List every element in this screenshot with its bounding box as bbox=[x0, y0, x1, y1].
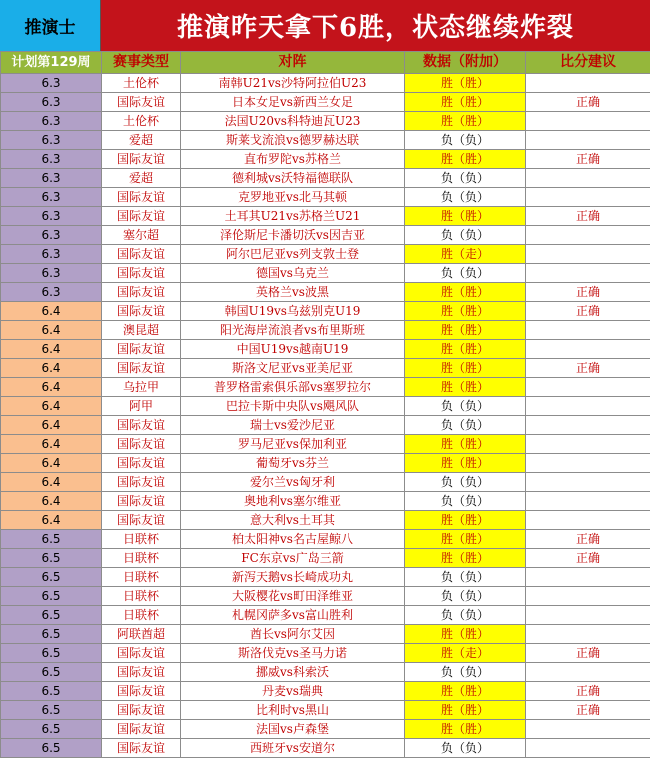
row-advice bbox=[526, 321, 650, 340]
row-date: 6.5 bbox=[1, 663, 102, 682]
row-match: 日本女足vs新西兰女足 bbox=[181, 93, 405, 112]
row-result: 胜（胜） bbox=[405, 112, 526, 131]
row-advice bbox=[526, 454, 650, 473]
row-advice bbox=[526, 340, 650, 359]
row-advice bbox=[526, 587, 650, 606]
row-date: 6.4 bbox=[1, 340, 102, 359]
row-advice bbox=[526, 492, 650, 511]
row-advice: 正确 bbox=[526, 283, 650, 302]
row-advice bbox=[526, 397, 650, 416]
row-type: 国际友谊 bbox=[102, 454, 181, 473]
row-date: 6.4 bbox=[1, 378, 102, 397]
row-type: 阿联酋超 bbox=[102, 625, 181, 644]
row-match: 中国U19vs越南U19 bbox=[181, 340, 405, 359]
table-header bbox=[1, 52, 650, 74]
row-advice bbox=[526, 663, 650, 682]
row-advice bbox=[526, 245, 650, 264]
row-result: 负（负） bbox=[405, 188, 526, 207]
row-match: 阳光海岸流浪者vs布里斯班 bbox=[181, 321, 405, 340]
row-date: 6.3 bbox=[1, 283, 102, 302]
row-result: 胜（胜） bbox=[405, 340, 526, 359]
row-advice bbox=[526, 74, 650, 93]
row-date: 6.4 bbox=[1, 492, 102, 511]
table-row bbox=[1, 549, 650, 568]
row-type: 爱超 bbox=[102, 169, 181, 188]
table-row bbox=[1, 245, 650, 264]
row-advice: 正确 bbox=[526, 93, 650, 112]
row-date: 6.4 bbox=[1, 302, 102, 321]
row-match: 法国U20vs科特迪瓦U23 bbox=[181, 112, 405, 131]
row-advice bbox=[526, 131, 650, 150]
row-date: 6.3 bbox=[1, 188, 102, 207]
row-result: 负（负） bbox=[405, 568, 526, 587]
row-type: 国际友谊 bbox=[102, 93, 181, 112]
row-date: 6.5 bbox=[1, 739, 102, 758]
row-match: 英格兰vs波黑 bbox=[181, 283, 405, 302]
table-row bbox=[1, 416, 650, 435]
row-result: 胜（胜） bbox=[405, 302, 526, 321]
table-row bbox=[1, 131, 650, 150]
row-advice bbox=[526, 511, 650, 530]
row-type: 国际友谊 bbox=[102, 701, 181, 720]
row-result: 负（负） bbox=[405, 416, 526, 435]
table-row bbox=[1, 739, 650, 758]
row-type: 国际友谊 bbox=[102, 682, 181, 701]
row-date: 6.4 bbox=[1, 473, 102, 492]
row-type: 国际友谊 bbox=[102, 511, 181, 530]
row-result: 胜（胜） bbox=[405, 378, 526, 397]
row-result: 胜（胜） bbox=[405, 454, 526, 473]
row-result: 胜（胜） bbox=[405, 321, 526, 340]
row-advice: 正确 bbox=[526, 359, 650, 378]
table-row bbox=[1, 302, 650, 321]
row-result: 负（负） bbox=[405, 226, 526, 245]
table-row bbox=[1, 682, 650, 701]
row-result: 负（负） bbox=[405, 397, 526, 416]
row-date: 6.4 bbox=[1, 321, 102, 340]
row-match: 瑞士vs爱沙尼亚 bbox=[181, 416, 405, 435]
row-type: 国际友谊 bbox=[102, 340, 181, 359]
col-header-type: 赛事类型 bbox=[102, 52, 181, 74]
row-advice bbox=[526, 568, 650, 587]
row-match: 阿尔巴尼亚vs列支敦士登 bbox=[181, 245, 405, 264]
row-date: 6.3 bbox=[1, 112, 102, 131]
row-date: 6.3 bbox=[1, 226, 102, 245]
row-type: 土伦杯 bbox=[102, 74, 181, 93]
row-date: 6.3 bbox=[1, 131, 102, 150]
row-result: 负（负） bbox=[405, 739, 526, 758]
row-type: 国际友谊 bbox=[102, 283, 181, 302]
brand-label: 推演士 bbox=[0, 0, 101, 51]
row-advice bbox=[526, 378, 650, 397]
row-advice: 正确 bbox=[526, 549, 650, 568]
row-match: 南韩U21vs沙特阿拉伯U23 bbox=[181, 74, 405, 93]
row-date: 6.3 bbox=[1, 93, 102, 112]
row-advice: 正确 bbox=[526, 207, 650, 226]
row-date: 6.5 bbox=[1, 644, 102, 663]
table-row bbox=[1, 530, 650, 549]
row-date: 6.4 bbox=[1, 397, 102, 416]
table-row bbox=[1, 283, 650, 302]
row-result: 胜（胜） bbox=[405, 150, 526, 169]
row-match: 土耳其U21vs苏格兰U21 bbox=[181, 207, 405, 226]
row-type: 土伦杯 bbox=[102, 112, 181, 131]
row-date: 6.4 bbox=[1, 454, 102, 473]
table-row bbox=[1, 378, 650, 397]
row-advice bbox=[526, 720, 650, 739]
row-type: 国际友谊 bbox=[102, 720, 181, 739]
row-match: FC东京vs广岛三箭 bbox=[181, 549, 405, 568]
table-row bbox=[1, 340, 650, 359]
table-body bbox=[1, 74, 650, 758]
row-match: 泽伦斯尼卡潘切沃vs因吉亚 bbox=[181, 226, 405, 245]
table-row bbox=[1, 321, 650, 340]
row-advice bbox=[526, 625, 650, 644]
row-result: 胜（胜） bbox=[405, 359, 526, 378]
row-type: 国际友谊 bbox=[102, 739, 181, 758]
row-match: 韩国U19vs乌兹别克U19 bbox=[181, 302, 405, 321]
row-advice bbox=[526, 264, 650, 283]
row-type: 日联杯 bbox=[102, 568, 181, 587]
row-result: 胜（胜） bbox=[405, 720, 526, 739]
row-advice bbox=[526, 226, 650, 245]
table-row bbox=[1, 511, 650, 530]
row-type: 国际友谊 bbox=[102, 644, 181, 663]
row-type: 澳昆超 bbox=[102, 321, 181, 340]
table-row bbox=[1, 207, 650, 226]
row-match: 比利时vs黑山 bbox=[181, 701, 405, 720]
row-date: 6.5 bbox=[1, 625, 102, 644]
row-match: 罗马尼亚vs保加利亚 bbox=[181, 435, 405, 454]
row-date: 6.5 bbox=[1, 720, 102, 739]
row-result: 胜（胜） bbox=[405, 511, 526, 530]
table-row bbox=[1, 112, 650, 131]
table-row bbox=[1, 454, 650, 473]
row-type: 国际友谊 bbox=[102, 245, 181, 264]
table-row bbox=[1, 169, 650, 188]
row-match: 爱尔兰vs匈牙利 bbox=[181, 473, 405, 492]
table-row bbox=[1, 720, 650, 739]
row-result: 胜（胜） bbox=[405, 93, 526, 112]
row-result: 胜（胜） bbox=[405, 207, 526, 226]
row-match: 斯洛伐克vs圣马力诺 bbox=[181, 644, 405, 663]
row-result: 负（负） bbox=[405, 169, 526, 188]
row-date: 6.3 bbox=[1, 264, 102, 283]
row-type: 国际友谊 bbox=[102, 359, 181, 378]
row-match: 挪威vs科索沃 bbox=[181, 663, 405, 682]
row-result: 负（负） bbox=[405, 587, 526, 606]
row-type: 日联杯 bbox=[102, 530, 181, 549]
table-row bbox=[1, 625, 650, 644]
row-result: 负（负） bbox=[405, 606, 526, 625]
row-result: 胜（胜） bbox=[405, 283, 526, 302]
row-advice bbox=[526, 473, 650, 492]
row-result: 负（负） bbox=[405, 492, 526, 511]
row-result: 胜（胜） bbox=[405, 435, 526, 454]
row-advice: 正确 bbox=[526, 302, 650, 321]
row-type: 国际友谊 bbox=[102, 435, 181, 454]
row-date: 6.4 bbox=[1, 359, 102, 378]
row-type: 日联杯 bbox=[102, 587, 181, 606]
col-header-match: 对阵 bbox=[181, 52, 405, 74]
row-advice bbox=[526, 188, 650, 207]
row-date: 6.5 bbox=[1, 587, 102, 606]
row-result: 胜（胜） bbox=[405, 625, 526, 644]
row-match: 斯莱戈流浪vs德罗赫达联 bbox=[181, 131, 405, 150]
row-result: 胜（胜） bbox=[405, 549, 526, 568]
row-result: 胜（胜） bbox=[405, 701, 526, 720]
row-match: 丹麦vs瑞典 bbox=[181, 682, 405, 701]
row-result: 负（负） bbox=[405, 473, 526, 492]
row-advice: 正确 bbox=[526, 150, 650, 169]
row-match: 柏太阳神vs名古屋鲸八 bbox=[181, 530, 405, 549]
table-row bbox=[1, 397, 650, 416]
row-type: 日联杯 bbox=[102, 549, 181, 568]
row-date: 6.5 bbox=[1, 682, 102, 701]
row-type: 国际友谊 bbox=[102, 264, 181, 283]
row-match: 新泻天鹅vs长崎成功丸 bbox=[181, 568, 405, 587]
row-match: 克罗地亚vs北马其顿 bbox=[181, 188, 405, 207]
table-row bbox=[1, 587, 650, 606]
table-row bbox=[1, 492, 650, 511]
row-match: 法国vs卢森堡 bbox=[181, 720, 405, 739]
col-header-advice: 比分建议 bbox=[526, 52, 650, 74]
row-advice bbox=[526, 169, 650, 188]
col-header-data: 数据（附加） bbox=[405, 52, 526, 74]
row-match: 葡萄牙vs芬兰 bbox=[181, 454, 405, 473]
table-row bbox=[1, 74, 650, 93]
row-type: 乌拉甲 bbox=[102, 378, 181, 397]
row-match: 意大利vs土耳其 bbox=[181, 511, 405, 530]
row-result: 胜（走） bbox=[405, 644, 526, 663]
row-advice bbox=[526, 606, 650, 625]
row-type: 国际友谊 bbox=[102, 302, 181, 321]
table-row bbox=[1, 568, 650, 587]
row-match: 德国vs乌克兰 bbox=[181, 264, 405, 283]
row-type: 阿甲 bbox=[102, 397, 181, 416]
row-date: 6.3 bbox=[1, 207, 102, 226]
table-row bbox=[1, 644, 650, 663]
row-match: 札幌冈萨多vs富山胜利 bbox=[181, 606, 405, 625]
row-type: 国际友谊 bbox=[102, 188, 181, 207]
row-advice: 正确 bbox=[526, 644, 650, 663]
row-match: 斯洛文尼亚vs亚美尼亚 bbox=[181, 359, 405, 378]
table-row bbox=[1, 150, 650, 169]
headline-banner: 推演昨天拿下6胜，状态继续炸裂 bbox=[101, 0, 650, 51]
row-date: 6.4 bbox=[1, 435, 102, 454]
row-advice bbox=[526, 416, 650, 435]
row-date: 6.3 bbox=[1, 74, 102, 93]
row-date: 6.3 bbox=[1, 245, 102, 264]
results-table bbox=[0, 51, 650, 758]
table-row bbox=[1, 663, 650, 682]
table-row bbox=[1, 435, 650, 454]
row-result: 胜（胜） bbox=[405, 74, 526, 93]
row-result: 胜（胜） bbox=[405, 530, 526, 549]
row-result: 负（负） bbox=[405, 131, 526, 150]
row-match: 巴拉卡斯中央队vs飓风队 bbox=[181, 397, 405, 416]
table-row bbox=[1, 264, 650, 283]
row-advice bbox=[526, 435, 650, 454]
row-date: 6.5 bbox=[1, 568, 102, 587]
table-row bbox=[1, 359, 650, 378]
row-advice: 正确 bbox=[526, 530, 650, 549]
row-date: 6.4 bbox=[1, 511, 102, 530]
row-type: 国际友谊 bbox=[102, 150, 181, 169]
row-date: 6.3 bbox=[1, 150, 102, 169]
row-result: 负（负） bbox=[405, 264, 526, 283]
row-type: 塞尔超 bbox=[102, 226, 181, 245]
row-result: 胜（胜） bbox=[405, 682, 526, 701]
row-match: 普罗格雷索俱乐部vs塞罗拉尔 bbox=[181, 378, 405, 397]
table-row bbox=[1, 606, 650, 625]
row-date: 6.5 bbox=[1, 549, 102, 568]
row-advice bbox=[526, 112, 650, 131]
table-row bbox=[1, 188, 650, 207]
row-type: 国际友谊 bbox=[102, 663, 181, 682]
row-type: 国际友谊 bbox=[102, 492, 181, 511]
row-match: 酋长vs阿尔艾因 bbox=[181, 625, 405, 644]
row-match: 直布罗陀vs苏格兰 bbox=[181, 150, 405, 169]
table-row bbox=[1, 93, 650, 112]
row-advice: 正确 bbox=[526, 682, 650, 701]
row-date: 6.5 bbox=[1, 701, 102, 720]
row-advice bbox=[526, 739, 650, 758]
row-type: 爱超 bbox=[102, 131, 181, 150]
row-type: 国际友谊 bbox=[102, 473, 181, 492]
table-row bbox=[1, 226, 650, 245]
row-date: 6.5 bbox=[1, 530, 102, 549]
col-header-plan: 计划第129周 bbox=[1, 52, 102, 74]
row-match: 德利城vs沃特福德联队 bbox=[181, 169, 405, 188]
row-date: 6.5 bbox=[1, 606, 102, 625]
row-result: 负（负） bbox=[405, 663, 526, 682]
row-advice: 正确 bbox=[526, 701, 650, 720]
table-row bbox=[1, 473, 650, 492]
row-date: 6.4 bbox=[1, 416, 102, 435]
row-date: 6.3 bbox=[1, 169, 102, 188]
table-row bbox=[1, 701, 650, 720]
row-type: 国际友谊 bbox=[102, 207, 181, 226]
row-type: 国际友谊 bbox=[102, 416, 181, 435]
row-match: 奥地利vs塞尔维亚 bbox=[181, 492, 405, 511]
row-type: 日联杯 bbox=[102, 606, 181, 625]
header-row bbox=[0, 0, 650, 51]
row-result: 胜（走） bbox=[405, 245, 526, 264]
row-match: 大阪樱花vs町田泽维亚 bbox=[181, 587, 405, 606]
row-match: 西班牙vs安道尔 bbox=[181, 739, 405, 758]
